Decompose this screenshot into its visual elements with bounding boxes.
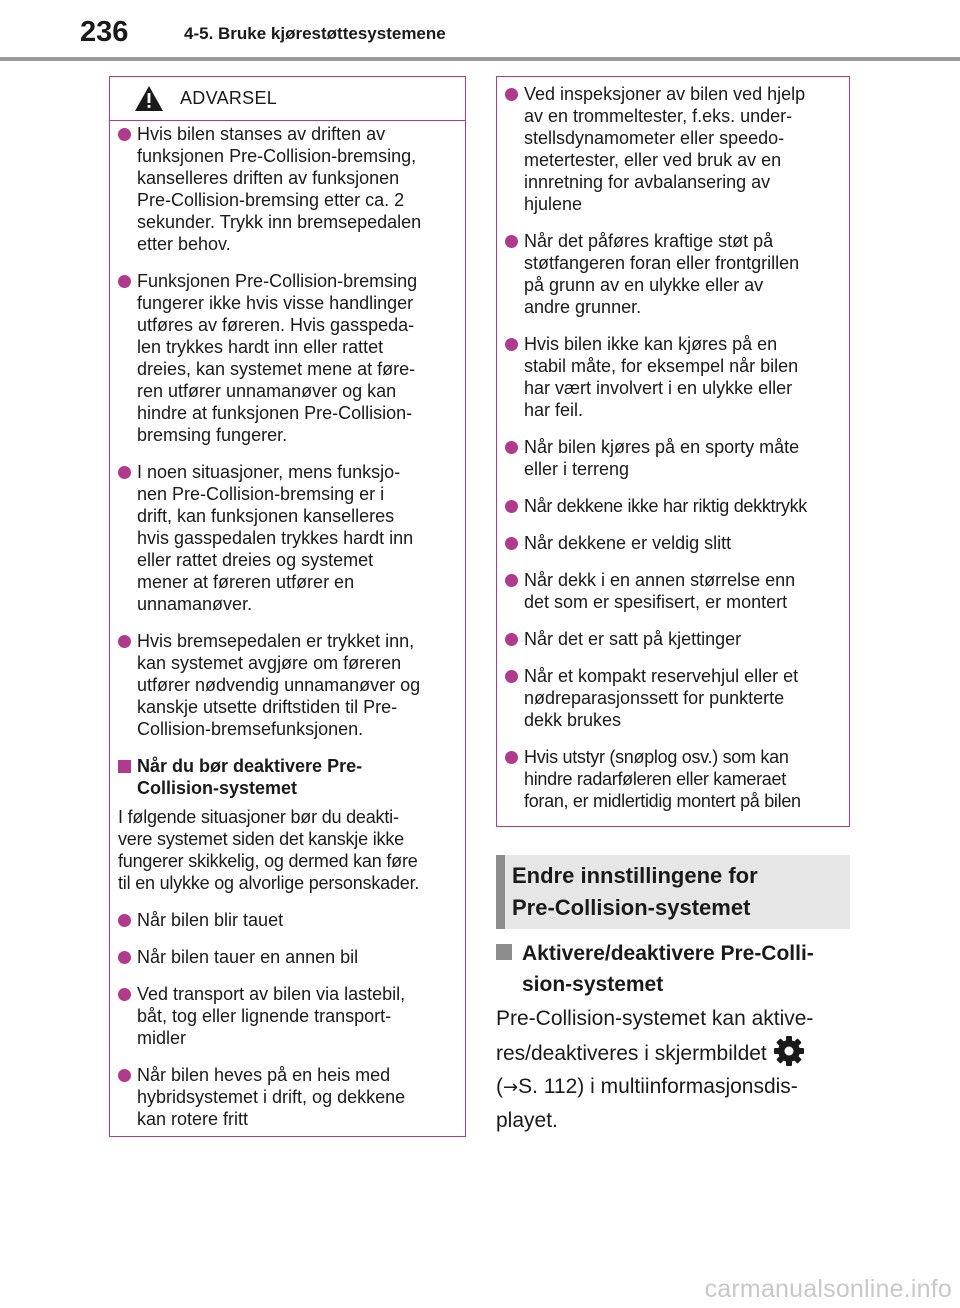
section-title: 4-5. Bruke kjørestøttesystemene — [184, 24, 446, 43]
arrow-right-icon: → — [503, 1077, 519, 1098]
deactivate-bullet: Hvis utstyr (snøplog osv.) som kan hindre radarføleren eller kameraet foran, er midlertidig montert på bilen — [505, 746, 845, 812]
warning-triangle-icon — [134, 85, 164, 112]
warning-bullet: Funksjonen Pre-Collision-bremsing fungerer ikke hvis visse handlinger utføres av føreren. Hvis gasspeda- len trykkes hardt inn eller rattet dreies, kan systemet mene at føre- ren utfører unnamanøver og kan hindre at funksjonen Pre-Collision- bremsing fungerer. — [118, 270, 460, 446]
deactivate-bullet: Ved inspeksjoner av bilen ved hjelp av en trommeltester, f.eks. under- stellsdynamometer eller speedo- metertester, eller ved bruk av en innretning for avbalansering av hjulene — [505, 83, 845, 215]
warning-bullet: Hvis bremsepedalen er trykket inn, kan systemet avgjøre om føreren utfører nødvendig unnamanøver og kanskje utsette driftstiden til Pre- Collision-bremsefunksjonen. — [118, 630, 460, 740]
deactivate-bullet: Hvis bilen ikke kan kjøres på en stabil måte, for eksempel når bilen har vært involvert i en ulykke eller har feil. — [505, 333, 845, 421]
section-accent-bar — [496, 855, 505, 929]
section-heading-title: Endre innstillingene for Pre-Collision-systemet — [512, 863, 758, 920]
deactivate-bullet: Når dekk i en annen størrelse enn det som er spesifisert, er montert — [505, 569, 845, 613]
deactivate-bullet: Når bilen heves på en heis med hybridsystemet i drift, og dekkene kan rotere fritt — [118, 1064, 460, 1130]
deactivate-bullet: Når bilen kjøres på en sporty måte eller i terreng — [505, 436, 845, 480]
deactivate-bullet: Når det er satt på kjettinger — [505, 628, 845, 650]
activate-subheading: Aktivere/deaktivere Pre-Colli- sion-systemet — [496, 938, 850, 1000]
gear-icon — [773, 1035, 805, 1067]
deactivate-bullet: Ved transport av bilen via lastebil, båt, tog eller lignende transport- midler — [118, 983, 460, 1049]
warning-bullet: Hvis bilen stanses av driften av funksjonen Pre-Collision-bremsing, kanselleres driften av funksjonen Pre-Collision-bremsing etter ca. 2 sekunder. Trykk inn bremsepedalen etter behov. — [118, 123, 460, 255]
warning-bullet: I noen situasjoner, mens funksjo- nen Pre-Collision-bremsing er i drift, kan funksjonen kanselleres hvis gasspedalen trykkes hardt inn eller rattet dreies og systemet mener at føreren utfører en unnamanøver. — [118, 461, 460, 615]
page-header — [0, 0, 960, 62]
deactivate-bullet: Når dekkene er veldig slitt — [505, 532, 845, 554]
warning-header — [110, 77, 465, 121]
deactivate-bullet: Når et kompakt reservehjul eller et nødreparasjonssett for punkterte dekk brukes — [505, 665, 845, 731]
deactivate-subheading: Når du bør deaktivere Pre- Collision-systemet — [118, 755, 460, 799]
watermark: carmanualsonline.info — [704, 1275, 952, 1303]
deactivate-bullet: Når bilen blir tauet — [118, 909, 460, 931]
deactivate-bullet: Når dekkene ikke har riktig dekktrykk — [505, 495, 845, 517]
warning-title: ADVARSEL — [180, 88, 278, 108]
settings-section-heading — [496, 855, 850, 929]
page-number: 236 — [80, 16, 129, 48]
header-divider — [0, 57, 960, 61]
square-bullet-icon — [496, 944, 512, 960]
deactivate-bullet: Når det påføres kraftige støt på støtfangeren foran eller frontgrillen på grunn av en ulykke eller av andre grunner. — [505, 230, 845, 318]
warning-box-left — [109, 76, 466, 1137]
activate-body-text: Pre-Collision-systemet kan aktive- res/deaktiveres i skjermbildet (→S. 112) i multiinformasjonsdis- playet. — [496, 1007, 814, 1132]
warning-content-right — [505, 83, 845, 812]
warning-content-left — [118, 123, 460, 1130]
deactivate-paragraph: I følgende situasjoner bør du deakti- vere systemet siden det kanskje ikke fungerer skikkelig, og dermed kan føre til en ulykke og alvorlige personskader. — [118, 807, 420, 893]
deactivate-bullet: Når bilen tauer en annen bil — [118, 946, 460, 968]
warning-box-right — [496, 76, 850, 827]
